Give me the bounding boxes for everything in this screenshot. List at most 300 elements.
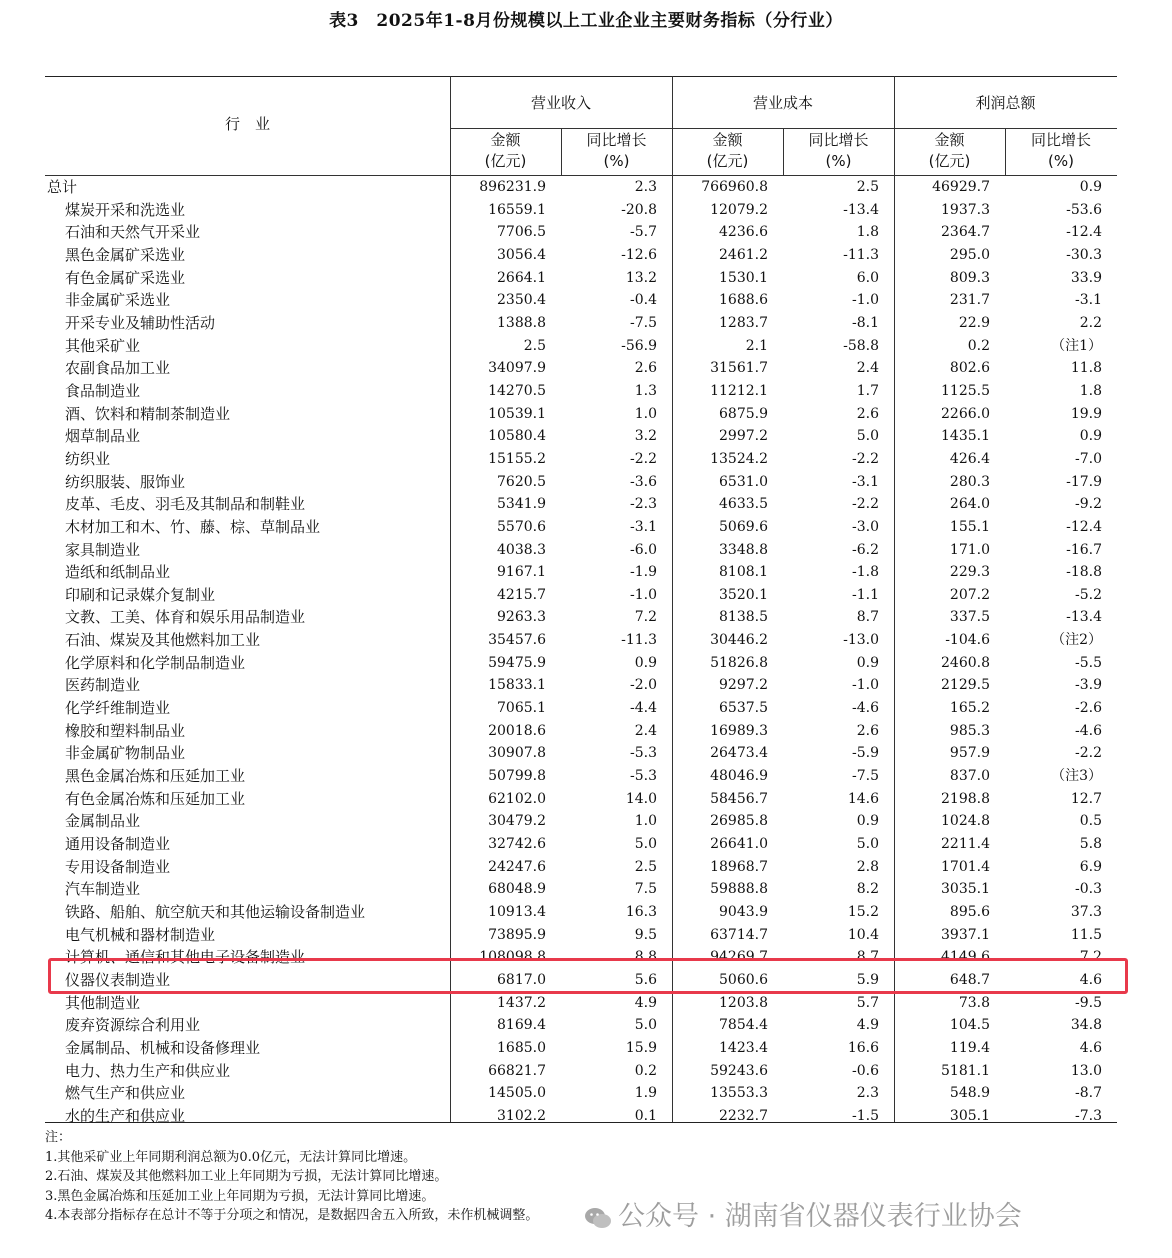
header-industry: 行 业 bbox=[224, 115, 270, 133]
profit-growth: -16.7 bbox=[1066, 541, 1102, 558]
industry-name: 石油、煤炭及其他燃料加工业 bbox=[65, 631, 261, 650]
cost-amount: 11212.1 bbox=[710, 382, 768, 399]
table-row bbox=[45, 357, 1117, 380]
revenue-amount: 15833.1 bbox=[488, 677, 546, 694]
cost-growth: 2.3 bbox=[856, 1085, 879, 1102]
note-line: 4.本表部分指标存在总计不等于分项之和情况，是数据四舍五入所致，未作机械调整。 bbox=[45, 1208, 539, 1223]
revenue-amount: 896231.9 bbox=[479, 179, 546, 195]
profit-amount: 809.3 bbox=[949, 269, 990, 286]
cost-amount: 59243.6 bbox=[710, 1062, 768, 1079]
cost-amount: 3348.8 bbox=[719, 541, 768, 558]
industry-name: 开采专业及辅助性活动 bbox=[65, 313, 216, 332]
profit-growth: （注3） bbox=[1051, 768, 1102, 785]
profit-growth: 4.6 bbox=[1079, 971, 1102, 988]
revenue-growth: 16.3 bbox=[625, 904, 657, 920]
table-row bbox=[45, 221, 1117, 244]
cost-growth: 8.7 bbox=[856, 949, 879, 966]
cost-growth: 2.4 bbox=[856, 360, 879, 377]
table-row bbox=[45, 335, 1117, 358]
table-row bbox=[45, 403, 1117, 426]
revenue-growth: -0.4 bbox=[630, 292, 657, 309]
cost-amount: 12079.2 bbox=[710, 201, 768, 218]
industry-name: 通用设备制造业 bbox=[65, 835, 171, 854]
industry-name: 皮革、毛皮、羽毛及其制品和制鞋业 bbox=[65, 495, 306, 514]
revenue-amount: 14505.0 bbox=[488, 1085, 546, 1102]
table-row bbox=[45, 1037, 1117, 1060]
table-row bbox=[45, 742, 1117, 765]
profit-growth: 6.9 bbox=[1079, 858, 1102, 875]
profit-amount: 229.3 bbox=[949, 564, 990, 581]
header-amount-unit: (亿元) bbox=[928, 152, 971, 170]
cost-amount: 13553.3 bbox=[710, 1085, 768, 1102]
cost-amount: 9297.2 bbox=[719, 677, 768, 694]
table-row bbox=[45, 992, 1117, 1015]
profit-growth: 5.8 bbox=[1079, 836, 1102, 853]
revenue-growth: 15.9 bbox=[625, 1039, 657, 1056]
cost-amount: 1530.1 bbox=[719, 269, 768, 286]
industry-name: 木材加工和木、竹、藤、棕、草制品业 bbox=[65, 517, 321, 536]
profit-growth: 0.9 bbox=[1079, 428, 1102, 445]
revenue-amount: 6817.0 bbox=[497, 971, 546, 988]
revenue-amount: 35457.6 bbox=[488, 632, 546, 649]
revenue-amount: 2350.4 bbox=[497, 292, 546, 309]
cost-amount: 6875.9 bbox=[719, 405, 768, 422]
cost-amount: 59888.8 bbox=[710, 881, 768, 898]
profit-growth: 4.6 bbox=[1079, 1039, 1102, 1056]
cost-growth: -1.1 bbox=[852, 586, 879, 603]
revenue-amount: 20018.6 bbox=[488, 722, 546, 739]
revenue-growth: 5.6 bbox=[634, 971, 657, 988]
profit-amount: 2211.4 bbox=[941, 836, 990, 853]
industry-name: 有色金属矿采选业 bbox=[65, 268, 186, 287]
revenue-growth: -56.9 bbox=[621, 337, 657, 354]
table-row bbox=[45, 788, 1117, 811]
table-row bbox=[45, 697, 1117, 720]
cost-growth: -1.8 bbox=[852, 564, 879, 581]
revenue-amount: 7065.1 bbox=[497, 700, 546, 717]
watermark-text: 公众号 · 湖南省仪器仪表行业协会 bbox=[618, 1201, 1022, 1232]
profit-growth: -7.3 bbox=[1075, 1107, 1102, 1124]
cost-amount: 94269.7 bbox=[710, 949, 768, 966]
header-growth-label: 同比增长 bbox=[586, 131, 647, 149]
revenue-amount: 30907.8 bbox=[488, 745, 546, 762]
cost-growth: -5.9 bbox=[852, 745, 879, 762]
header-growth-unit: (%) bbox=[825, 152, 852, 170]
industry-name: 医药制造业 bbox=[65, 676, 141, 695]
cost-amount: 6531.0 bbox=[719, 473, 768, 490]
cost-amount: 4633.5 bbox=[719, 496, 768, 513]
cost-amount: 2.1 bbox=[745, 337, 768, 354]
cost-growth: 0.9 bbox=[856, 813, 879, 830]
profit-growth: -5.5 bbox=[1075, 654, 1102, 671]
revenue-growth: -2.2 bbox=[630, 450, 657, 467]
revenue-amount: 2.5 bbox=[523, 337, 546, 354]
profit-growth: -4.6 bbox=[1075, 722, 1102, 739]
table-row bbox=[45, 289, 1117, 312]
profit-growth: 7.2 bbox=[1079, 949, 1102, 966]
revenue-growth: 5.0 bbox=[634, 1017, 657, 1034]
industry-name: 铁路、船舶、航空航天和其他运输设备制造业 bbox=[65, 903, 366, 921]
header-amount-label: 金额 bbox=[934, 131, 965, 149]
revenue-growth: 9.5 bbox=[634, 926, 657, 943]
revenue-amount: 16559.1 bbox=[488, 201, 546, 218]
revenue-amount: 34097.9 bbox=[488, 360, 546, 377]
industry-name: 燃气生产和供应业 bbox=[65, 1084, 186, 1103]
cost-growth: -3.0 bbox=[852, 518, 879, 535]
industry-name: 专用设备制造业 bbox=[65, 857, 171, 876]
cost-amount: 1283.7 bbox=[719, 314, 768, 331]
profit-growth: 12.7 bbox=[1070, 790, 1102, 807]
profit-growth: 0.9 bbox=[1079, 179, 1102, 195]
revenue-growth: 0.2 bbox=[634, 1062, 657, 1079]
header-amount-label: 金额 bbox=[712, 131, 743, 149]
table-notes bbox=[45, 1128, 538, 1226]
cost-amount: 18968.7 bbox=[710, 858, 768, 875]
cost-amount: 8138.5 bbox=[719, 609, 768, 626]
cost-growth: 5.0 bbox=[856, 836, 879, 853]
cost-growth: 2.6 bbox=[856, 722, 879, 739]
cost-growth: 14.6 bbox=[847, 790, 879, 807]
cost-amount: 766960.8 bbox=[701, 179, 768, 195]
profit-amount: 895.6 bbox=[949, 904, 990, 920]
table-row bbox=[45, 878, 1117, 901]
note-line: 2.石油、煤炭及其他燃料加工业上年同期为亏损，无法计算同比增速。 bbox=[45, 1169, 448, 1184]
profit-amount: 2460.8 bbox=[941, 654, 990, 671]
profit-growth: -2.6 bbox=[1075, 700, 1102, 717]
table-row bbox=[45, 629, 1117, 652]
industry-name: 其他制造业 bbox=[65, 993, 141, 1012]
industry-name: 总计 bbox=[47, 178, 78, 196]
revenue-amount: 66821.7 bbox=[488, 1062, 546, 1079]
revenue-growth: -4.4 bbox=[630, 700, 657, 717]
note-line: 1.其他采矿业上年同期利润总额为0.0亿元，无法计算同比增速。 bbox=[45, 1149, 417, 1165]
revenue-amount: 2664.1 bbox=[497, 269, 546, 286]
cost-amount: 5060.6 bbox=[719, 971, 768, 988]
cost-growth: -11.3 bbox=[843, 246, 879, 263]
revenue-growth: -1.9 bbox=[630, 564, 657, 581]
revenue-growth: -2.3 bbox=[630, 496, 657, 513]
revenue-growth: 7.2 bbox=[634, 609, 657, 626]
revenue-growth: -5.3 bbox=[630, 745, 657, 762]
cost-growth: 2.8 bbox=[856, 858, 879, 875]
revenue-amount: 4038.3 bbox=[497, 541, 546, 558]
revenue-growth: -5.7 bbox=[630, 224, 657, 241]
cost-amount: 9043.9 bbox=[719, 904, 768, 920]
revenue-growth: 2.3 bbox=[634, 179, 657, 195]
profit-growth: -17.9 bbox=[1066, 473, 1102, 490]
revenue-amount: 50799.8 bbox=[488, 768, 546, 785]
industry-name: 化学纤维制造业 bbox=[65, 699, 171, 718]
profit-amount: 207.2 bbox=[949, 586, 990, 603]
revenue-growth: -20.8 bbox=[621, 201, 657, 218]
profit-amount: 1024.8 bbox=[941, 813, 990, 830]
revenue-growth: 14.0 bbox=[625, 790, 657, 807]
profit-amount: 104.5 bbox=[949, 1017, 990, 1034]
wechat-icon bbox=[584, 1206, 612, 1230]
profit-amount: 165.2 bbox=[949, 700, 990, 717]
revenue-amount: 59475.9 bbox=[488, 654, 546, 671]
profit-growth: -0.3 bbox=[1075, 881, 1102, 898]
cost-amount: 51826.8 bbox=[710, 654, 768, 671]
industry-name: 有色金属冶炼和压延加工业 bbox=[65, 789, 246, 808]
profit-growth: -12.4 bbox=[1066, 518, 1102, 535]
profit-amount: 295.0 bbox=[949, 246, 990, 263]
profit-amount: 1435.1 bbox=[941, 428, 990, 445]
profit-amount: 985.3 bbox=[949, 722, 990, 739]
table-row bbox=[45, 312, 1117, 335]
table-header bbox=[45, 76, 1117, 176]
industry-name: 其他采矿业 bbox=[65, 336, 141, 355]
table-row bbox=[45, 765, 1117, 788]
cost-growth: 10.4 bbox=[847, 926, 879, 943]
profit-amount: 2364.7 bbox=[941, 224, 990, 241]
industry-name: 煤炭开采和洗选业 bbox=[65, 200, 186, 219]
table-row bbox=[45, 720, 1117, 743]
revenue-amount: 24247.6 bbox=[488, 858, 546, 875]
profit-growth: 33.9 bbox=[1070, 269, 1102, 286]
profit-amount: 5181.1 bbox=[941, 1062, 990, 1079]
profit-amount: 231.7 bbox=[949, 292, 990, 309]
revenue-amount: 32742.6 bbox=[488, 836, 546, 853]
table-row bbox=[45, 833, 1117, 856]
revenue-growth: 1.0 bbox=[634, 405, 657, 422]
profit-amount: 337.5 bbox=[949, 609, 990, 626]
profit-amount: 2129.5 bbox=[941, 677, 990, 694]
cost-growth: -0.6 bbox=[852, 1062, 879, 1079]
cost-amount: 63714.7 bbox=[710, 926, 768, 943]
revenue-growth: 8.8 bbox=[634, 949, 657, 966]
revenue-growth: -11.3 bbox=[621, 632, 657, 649]
table-row bbox=[45, 516, 1117, 539]
industry-name: 化学原料和化学制品制造业 bbox=[65, 653, 246, 672]
profit-amount: -104.6 bbox=[945, 632, 990, 649]
industry-name: 金属制品业 bbox=[65, 812, 141, 831]
industry-name: 水的生产和供应业 bbox=[65, 1106, 186, 1125]
revenue-growth: 7.5 bbox=[634, 881, 657, 898]
profit-growth: -8.7 bbox=[1075, 1085, 1102, 1102]
header-growth-label: 同比增长 bbox=[808, 131, 869, 149]
table-row bbox=[45, 674, 1117, 697]
revenue-amount: 4215.7 bbox=[497, 586, 546, 603]
table-row bbox=[45, 1060, 1117, 1083]
cost-growth: -1.0 bbox=[852, 292, 879, 309]
cost-growth: -2.2 bbox=[852, 496, 879, 513]
profit-growth: 11.5 bbox=[1070, 926, 1102, 943]
revenue-amount: 10539.1 bbox=[488, 405, 546, 422]
profit-amount: 3035.1 bbox=[941, 881, 990, 898]
table-row bbox=[45, 471, 1117, 494]
cost-growth: 2.6 bbox=[856, 405, 879, 422]
profit-growth: -9.5 bbox=[1075, 994, 1102, 1011]
revenue-amount: 5341.9 bbox=[497, 496, 546, 513]
profit-growth: -3.9 bbox=[1075, 677, 1102, 694]
revenue-growth: -12.6 bbox=[621, 246, 657, 263]
table-row bbox=[45, 652, 1117, 675]
profit-amount: 2266.0 bbox=[941, 405, 990, 422]
profit-amount: 837.0 bbox=[949, 768, 990, 785]
cost-amount: 5069.6 bbox=[719, 518, 768, 535]
cost-growth: 5.0 bbox=[856, 428, 879, 445]
header-group-cost: 营业成本 bbox=[752, 94, 813, 112]
revenue-growth: 4.9 bbox=[634, 994, 657, 1011]
header-growth bbox=[783, 130, 894, 172]
cost-amount: 16989.3 bbox=[710, 722, 768, 739]
table-row bbox=[45, 606, 1117, 629]
revenue-growth: -3.1 bbox=[630, 518, 657, 535]
revenue-growth: 5.0 bbox=[634, 836, 657, 853]
cost-growth: 1.8 bbox=[856, 224, 879, 241]
cost-amount: 1423.4 bbox=[719, 1039, 768, 1056]
table-row bbox=[45, 924, 1117, 947]
profit-amount: 1937.3 bbox=[941, 201, 990, 218]
profit-amount: 73.8 bbox=[958, 994, 990, 1011]
industry-name: 计算机、通信和其他电子设备制造业 bbox=[65, 948, 306, 967]
revenue-growth: 0.1 bbox=[634, 1107, 657, 1124]
cost-growth: 8.7 bbox=[856, 609, 879, 626]
industry-name: 汽车制造业 bbox=[65, 880, 141, 899]
industry-name: 黑色金属冶炼和压延加工业 bbox=[65, 767, 246, 786]
cost-amount: 58456.7 bbox=[710, 790, 768, 807]
cost-growth: -3.1 bbox=[852, 473, 879, 490]
revenue-amount: 1685.0 bbox=[497, 1039, 546, 1056]
industry-name: 纺织服装、服饰业 bbox=[65, 472, 186, 491]
header-amount bbox=[894, 130, 1005, 172]
industry-name: 印刷和记录媒介复制业 bbox=[65, 585, 216, 604]
profit-growth: 13.0 bbox=[1070, 1062, 1102, 1079]
industry-name: 电力、热力生产和供应业 bbox=[65, 1061, 231, 1080]
revenue-growth: -5.3 bbox=[630, 768, 657, 785]
profit-amount: 548.9 bbox=[949, 1085, 990, 1102]
header-growth-unit: (%) bbox=[603, 152, 630, 170]
revenue-amount: 108098.8 bbox=[479, 949, 546, 966]
revenue-growth: 0.9 bbox=[634, 654, 657, 671]
revenue-amount: 7706.5 bbox=[497, 224, 546, 241]
header-growth bbox=[1005, 130, 1117, 172]
profit-growth: -9.2 bbox=[1075, 496, 1102, 513]
table-row bbox=[45, 1082, 1117, 1105]
industry-name: 家具制造业 bbox=[65, 540, 141, 559]
table-row bbox=[45, 1105, 1117, 1128]
table-row bbox=[45, 267, 1117, 290]
cost-amount: 13524.2 bbox=[710, 450, 768, 467]
revenue-amount: 1437.2 bbox=[497, 994, 546, 1011]
revenue-growth: 1.9 bbox=[634, 1085, 657, 1102]
revenue-growth: -7.5 bbox=[630, 314, 657, 331]
table-row bbox=[45, 448, 1117, 471]
cost-amount: 26641.0 bbox=[710, 836, 768, 853]
profit-growth: -12.4 bbox=[1066, 224, 1102, 241]
cost-growth: 0.9 bbox=[856, 654, 879, 671]
industry-name: 农副食品加工业 bbox=[65, 359, 171, 378]
revenue-amount: 3056.4 bbox=[497, 246, 546, 263]
cost-growth: -6.2 bbox=[852, 541, 879, 558]
profit-amount: 957.9 bbox=[949, 745, 990, 762]
revenue-amount: 3102.2 bbox=[497, 1107, 546, 1124]
profit-amount: 155.1 bbox=[949, 518, 990, 535]
header-group-revenue: 营业收入 bbox=[530, 94, 591, 112]
profit-growth: 11.8 bbox=[1070, 360, 1102, 377]
cost-amount: 1688.6 bbox=[719, 292, 768, 309]
revenue-growth: -6.0 bbox=[630, 541, 657, 558]
table-row bbox=[45, 856, 1117, 879]
cost-growth: -58.8 bbox=[843, 337, 879, 354]
cost-growth: 4.9 bbox=[856, 1017, 879, 1034]
revenue-growth: 2.4 bbox=[634, 722, 657, 739]
profit-amount: 802.6 bbox=[949, 360, 990, 377]
revenue-growth: 1.0 bbox=[634, 813, 657, 830]
cost-growth: 2.5 bbox=[856, 179, 879, 195]
profit-growth: -53.6 bbox=[1066, 201, 1102, 218]
industry-name: 文教、工美、体育和娱乐用品制造业 bbox=[65, 608, 306, 627]
revenue-amount: 9263.3 bbox=[497, 609, 546, 626]
table-row bbox=[45, 493, 1117, 516]
profit-growth: -5.2 bbox=[1075, 586, 1102, 603]
industry-name: 非金属矿采选业 bbox=[65, 291, 171, 310]
header-growth bbox=[561, 130, 672, 172]
profit-growth: -18.8 bbox=[1066, 564, 1102, 581]
revenue-amount: 5570.6 bbox=[497, 518, 546, 535]
profit-amount: 1125.5 bbox=[941, 382, 990, 399]
profit-growth: 19.9 bbox=[1070, 405, 1102, 422]
profit-growth: -13.4 bbox=[1066, 609, 1102, 626]
table-row bbox=[45, 810, 1117, 833]
header-group-profit: 利润总额 bbox=[975, 94, 1036, 112]
revenue-growth: 3.2 bbox=[634, 428, 657, 445]
profit-growth: -30.3 bbox=[1066, 246, 1102, 263]
revenue-amount: 62102.0 bbox=[488, 790, 546, 807]
industry-name: 仪器仪表制造业 bbox=[65, 970, 171, 989]
cost-growth: -1.0 bbox=[852, 677, 879, 694]
profit-amount: 46929.7 bbox=[932, 179, 990, 195]
note-line: 3.黑色金属冶炼和压延加工业上年同期为亏损，无法计算同比增速。 bbox=[45, 1188, 435, 1204]
revenue-growth: 2.6 bbox=[634, 360, 657, 377]
header-amount-unit: (亿元) bbox=[706, 152, 749, 170]
cost-growth: 6.0 bbox=[856, 269, 879, 286]
revenue-growth: 13.2 bbox=[625, 269, 657, 286]
table-row bbox=[45, 425, 1117, 448]
profit-amount: 171.0 bbox=[949, 541, 990, 558]
profit-amount: 22.9 bbox=[958, 314, 990, 331]
revenue-growth: 2.5 bbox=[634, 858, 657, 875]
profit-growth: （注2） bbox=[1051, 632, 1102, 649]
table-bottom-rule bbox=[45, 1122, 1117, 1123]
header-amount bbox=[450, 130, 561, 172]
cost-amount: 2997.2 bbox=[719, 428, 768, 445]
cost-amount: 26985.8 bbox=[710, 813, 768, 830]
profit-growth: 0.5 bbox=[1079, 813, 1102, 830]
watermark bbox=[584, 1194, 1022, 1233]
profit-amount: 280.3 bbox=[949, 473, 990, 490]
industry-name: 金属制品、机械和设备修理业 bbox=[65, 1038, 261, 1057]
revenue-amount: 15155.2 bbox=[488, 450, 546, 467]
profit-growth: -7.0 bbox=[1075, 450, 1102, 467]
table-row bbox=[45, 561, 1117, 584]
cost-growth: -13.4 bbox=[843, 201, 879, 218]
header-amount-unit: (亿元) bbox=[484, 152, 527, 170]
industry-name: 纺织业 bbox=[65, 449, 111, 468]
industry-name: 造纸和纸制品业 bbox=[65, 563, 171, 582]
revenue-growth: -1.0 bbox=[630, 586, 657, 603]
cost-amount: 2461.2 bbox=[719, 246, 768, 263]
profit-amount: 1701.4 bbox=[941, 858, 990, 875]
cost-growth: -7.5 bbox=[852, 768, 879, 785]
cost-amount: 4236.6 bbox=[719, 224, 768, 241]
cost-amount: 8108.1 bbox=[719, 564, 768, 581]
header-amount-label: 金额 bbox=[490, 131, 521, 149]
cost-growth: -8.1 bbox=[852, 314, 879, 331]
profit-amount: 2198.8 bbox=[941, 790, 990, 807]
cost-growth: 15.2 bbox=[847, 904, 879, 920]
